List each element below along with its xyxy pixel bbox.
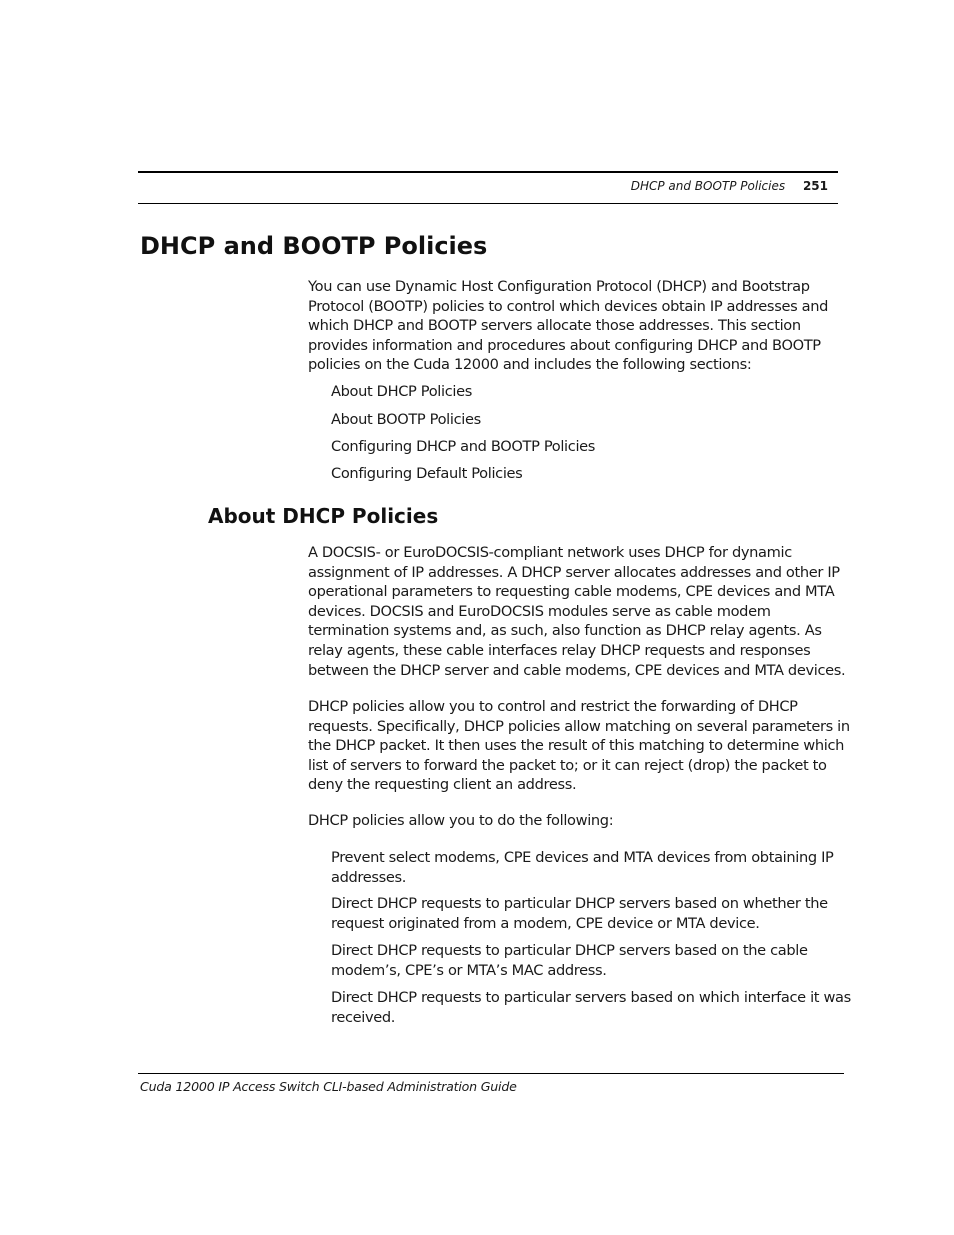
intro-line: provides information and procedures about configuring DHCP and BOOTP [308, 336, 821, 354]
capability-list-item [331, 988, 851, 1027]
paragraph-line: assignment of IP addresses. A DHCP server allocates addresses and other IP [308, 563, 840, 581]
list-item-line: request originated from a modem, CPE device or MTA device. [331, 914, 760, 932]
paragraph-line: DHCP policies allow you to do the following: [308, 812, 614, 829]
section-list-item: Configuring DHCP and BOOTP Policies [331, 438, 596, 455]
section-list-item: Configuring Default Policies [331, 465, 523, 482]
footer-rule [138, 1073, 844, 1074]
body-paragraph-1 [308, 543, 846, 680]
list-item-line: Direct DHCP requests to particular DHCP servers based on whether the [331, 895, 828, 912]
intro-line: which DHCP and BOOTP servers allocate those addresses. This section [308, 317, 801, 335]
paragraph-line: relay agents, these cable interfaces relay DHCP requests and responses [308, 641, 811, 659]
paragraph-line: requests. Specifically, DHCP policies allow matching on several parameters in [308, 717, 850, 735]
paragraph-line: deny the requesting client an address. [308, 776, 577, 794]
list-item-line: Direct DHCP requests to particular servers based on which interface it was [331, 989, 851, 1006]
paragraph-line: devices. DOCSIS and EuroDOCSIS modules serve as cable modem [308, 602, 771, 620]
paragraph-line: between the DHCP server and cable modems, CPE devices and MTA devices. [308, 661, 846, 679]
list-item-line: addresses. [331, 868, 407, 886]
section-list-item: About BOOTP Policies [331, 411, 481, 428]
running-header [631, 178, 828, 194]
capability-list-item [331, 894, 843, 933]
section-list-item: About DHCP Policies [331, 383, 472, 400]
intro-line: policies on the Cuda 12000 and includes the following sections: [308, 356, 752, 374]
body-paragraph-3 [308, 811, 842, 831]
body-paragraph-2 [308, 697, 850, 795]
running-header-title: DHCP and BOOTP Policies [630, 179, 786, 193]
paragraph-line: operational parameters to requesting cable modems, CPE devices and MTA [308, 583, 835, 601]
paragraph-line: the DHCP packet. It then uses the result of this matching to determine which [308, 737, 845, 755]
paragraph-line: DHCP policies allow you to control and restrict the forwarding of DHCP [308, 698, 798, 715]
capability-list-item [331, 941, 843, 980]
section-heading: About DHCP Policies [208, 504, 439, 528]
header-rule-top [138, 171, 838, 173]
list-item-line: modem’s, CPE’s or MTA’s MAC address. [331, 961, 607, 979]
header-rule-bottom [138, 203, 838, 204]
list-item-line: Direct DHCP requests to particular DHCP servers based on the cable [331, 942, 808, 959]
page-title: DHCP and BOOTP Policies [140, 232, 488, 260]
list-item-line: received. [331, 1008, 396, 1026]
intro-paragraph [308, 277, 842, 375]
footer-text: Cuda 12000 IP Access Switch CLI-based Administration Guide [140, 1079, 517, 1094]
page-number: 251 [802, 179, 828, 193]
paragraph-line: list of servers to forward the packet to; or it can reject (drop) the packet to [308, 756, 827, 774]
paragraph-line: A DOCSIS- or EuroDOCSIS-compliant network uses DHCP for dynamic [308, 544, 792, 561]
paragraph-line: termination systems and, as such, also function as DHCP relay agents. As [308, 622, 822, 640]
intro-line: You can use Dynamic Host Configuration Protocol (DHCP) and Bootstrap [308, 278, 810, 295]
capability-list-item [331, 848, 843, 887]
intro-line: Protocol (BOOTP) policies to control which devices obtain IP addresses and [308, 297, 829, 315]
list-item-line: Prevent select modems, CPE devices and MTA devices from obtaining IP [331, 849, 834, 866]
